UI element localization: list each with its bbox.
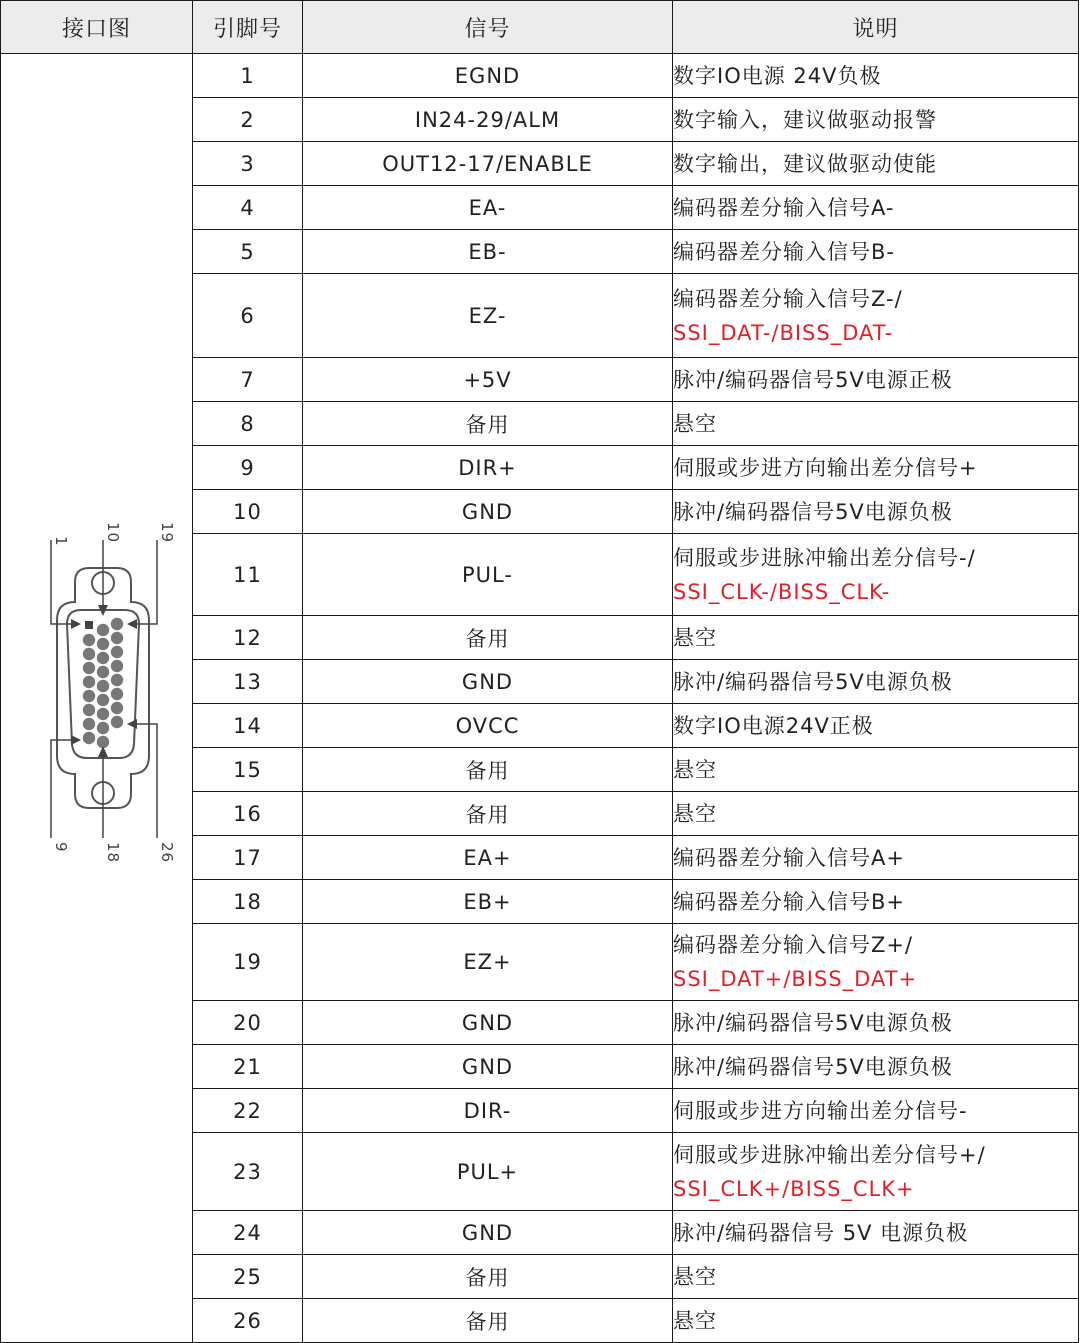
connector-pin — [96, 638, 108, 650]
pin-number: 25 — [193, 1255, 303, 1299]
signal-description — [673, 1133, 1079, 1211]
signal-name: OVCC — [303, 704, 673, 748]
signal-description — [673, 186, 1079, 230]
signal-description — [673, 704, 1079, 748]
description-text: 脉冲/编码器信号 5V 电源负极 — [673, 1220, 969, 1245]
pin-number: 7 — [193, 358, 303, 402]
leader-line-1 — [51, 540, 73, 624]
signal-description — [673, 792, 1079, 836]
signal-name: PUL- — [303, 534, 673, 616]
pin-number: 23 — [193, 1133, 303, 1211]
signal-name: GND — [303, 1045, 673, 1089]
signal-description — [673, 446, 1079, 490]
table-row — [1, 54, 1079, 98]
connector-pin — [82, 662, 94, 674]
connector-pin — [82, 732, 94, 744]
description-text: 悬空 — [673, 801, 717, 826]
signal-name: 备用 — [303, 616, 673, 660]
description-text: 编码器差分输入信号A+ — [673, 845, 905, 870]
signal-description — [673, 748, 1079, 792]
signal-name: GND — [303, 1001, 673, 1045]
pin-number: 9 — [193, 446, 303, 490]
signal-description — [673, 490, 1079, 534]
pin-number: 26 — [193, 1299, 303, 1343]
diagram-label-26: 26 — [157, 842, 176, 864]
signal-name: EA- — [303, 186, 673, 230]
description-alt-protocol: SSI_CLK+/BISS_CLK+ — [673, 1176, 915, 1201]
connector-pin — [110, 660, 122, 672]
connector-pin — [110, 618, 122, 630]
signal-name: OUT12-17/ENABLE — [303, 142, 673, 186]
description-text: 数字输入，建议做驱动报警 — [673, 107, 937, 132]
signal-description — [673, 402, 1079, 446]
signal-name: 备用 — [303, 1255, 673, 1299]
signal-description — [673, 1299, 1079, 1343]
pin-number: 17 — [193, 836, 303, 880]
diagram-label-18: 18 — [103, 842, 122, 864]
description-text: 悬空 — [673, 411, 717, 436]
description-text: 脉冲/编码器信号5V电源负极 — [673, 669, 953, 694]
description-alt-protocol: SSI_DAT-/BISS_DAT- — [673, 320, 894, 345]
header-pin: 引脚号 — [193, 1, 303, 54]
signal-name: IN24-29/ALM — [303, 98, 673, 142]
signal-description — [673, 616, 1079, 660]
description-text: 编码器差分输入信号B- — [673, 239, 895, 264]
description-text: 编码器差分输入信号Z-/ — [673, 286, 903, 311]
header-description: 说明 — [673, 1, 1079, 54]
signal-name: EZ- — [303, 274, 673, 358]
connector-pin — [82, 704, 94, 716]
signal-name: EA+ — [303, 836, 673, 880]
leader-line-26 — [135, 724, 157, 838]
connector-pin — [96, 666, 108, 678]
arrow-1 — [71, 619, 81, 629]
connector-pin — [82, 690, 94, 702]
description-text: 伺服或步进方向输出差分信号+ — [673, 455, 978, 480]
signal-description — [673, 1089, 1079, 1133]
description-text: 伺服或步进脉冲输出差分信号+/ — [673, 1142, 986, 1167]
connector-pin — [82, 634, 94, 646]
diagram-label-9: 9 — [51, 842, 70, 853]
signal-description — [673, 1211, 1079, 1255]
signal-name: 备用 — [303, 1299, 673, 1343]
signal-description — [673, 274, 1079, 358]
signal-name: EB+ — [303, 880, 673, 924]
description-text: 悬空 — [673, 757, 717, 782]
connector-pin — [96, 694, 108, 706]
description-text: 悬空 — [673, 1308, 717, 1333]
signal-description — [673, 924, 1079, 1001]
pin-number: 5 — [193, 230, 303, 274]
signal-description — [673, 836, 1079, 880]
arrow-26 — [127, 719, 137, 729]
connector-pin — [110, 716, 122, 728]
signal-name: DIR+ — [303, 446, 673, 490]
signal-description — [673, 358, 1079, 402]
pin-number: 19 — [193, 924, 303, 1001]
leader-line-19 — [135, 540, 157, 624]
signal-name: GND — [303, 660, 673, 704]
signal-name: PUL+ — [303, 1133, 673, 1211]
signal-description — [673, 98, 1079, 142]
description-text: 脉冲/编码器信号5V电源负极 — [673, 1010, 953, 1035]
connector-pin — [82, 718, 94, 730]
signal-description — [673, 1045, 1079, 1089]
description-alt-protocol: SSI_CLK-/BISS_CLK- — [673, 579, 891, 604]
description-text: 脉冲/编码器信号5V电源负极 — [673, 1054, 953, 1079]
pin-number: 3 — [193, 142, 303, 186]
description-text: 编码器差分输入信号Z+/ — [673, 933, 914, 957]
description-text: 悬空 — [673, 625, 717, 650]
signal-description — [673, 660, 1079, 704]
signal-description — [673, 230, 1079, 274]
pin-number: 21 — [193, 1045, 303, 1089]
description-alt-protocol: SSI_DAT+/BISS_DAT+ — [673, 967, 918, 991]
signal-description — [673, 54, 1079, 98]
pin-number: 14 — [193, 704, 303, 748]
signal-name: EZ+ — [303, 924, 673, 1001]
pin-number: 20 — [193, 1001, 303, 1045]
signal-name: GND — [303, 490, 673, 534]
signal-name: 备用 — [303, 402, 673, 446]
signal-description — [673, 142, 1079, 186]
arrow-19 — [127, 619, 137, 629]
connector-pin — [96, 722, 108, 734]
connector-pin — [110, 632, 122, 644]
signal-description — [673, 1255, 1079, 1299]
pin-number: 13 — [193, 660, 303, 704]
pin-number: 24 — [193, 1211, 303, 1255]
connector-pin — [96, 624, 108, 636]
signal-name: EB- — [303, 230, 673, 274]
description-text: 编码器差分输入信号B+ — [673, 889, 906, 914]
description-text: 悬空 — [673, 1264, 717, 1289]
table-header — [1, 1, 1079, 54]
pin-number: 22 — [193, 1089, 303, 1133]
diagram-label-10: 10 — [103, 522, 122, 544]
pin-number: 11 — [193, 534, 303, 616]
header-signal: 信号 — [303, 1, 673, 54]
connector-pin — [96, 708, 108, 720]
pin-number: 18 — [193, 880, 303, 924]
signal-name: +5V — [303, 358, 673, 402]
header-row — [1, 1, 1079, 54]
pin-number: 12 — [193, 616, 303, 660]
description-text: 伺服或步进脉冲输出差分信号-/ — [673, 545, 976, 570]
pin-number: 15 — [193, 748, 303, 792]
connector-pin — [82, 648, 94, 660]
arrow-9 — [71, 735, 81, 745]
connector-pin — [82, 676, 94, 688]
connector-pin — [110, 688, 122, 700]
signal-name: 备用 — [303, 792, 673, 836]
db26-connector-diagram — [7, 518, 187, 878]
diagram-label-1: 1 — [51, 536, 70, 547]
description-text: 伺服或步进方向输出差分信号- — [673, 1098, 968, 1123]
pin-number: 1 — [193, 54, 303, 98]
signal-description — [673, 1001, 1079, 1045]
description-text: 脉冲/编码器信号5V电源负极 — [673, 499, 953, 524]
signal-description — [673, 880, 1079, 924]
signal-name: GND — [303, 1211, 673, 1255]
pin-number: 6 — [193, 274, 303, 358]
description-text: 编码器差分输入信号A- — [673, 195, 895, 220]
connector-pin — [96, 652, 108, 664]
description-text: 脉冲/编码器信号5V电源正极 — [673, 367, 953, 392]
connector-pin — [110, 674, 122, 686]
description-text: 数字IO电源24V正极 — [673, 713, 874, 738]
diagram-label-19: 19 — [157, 522, 176, 544]
table-body — [1, 54, 1079, 1343]
description-text: 数字输出，建议做驱动使能 — [673, 151, 937, 176]
connector-diagram-cell — [1, 54, 193, 1343]
description-text: 数字IO电源 24V负极 — [673, 63, 882, 88]
pin-number: 4 — [193, 186, 303, 230]
leader-line-9 — [51, 740, 73, 838]
signal-description — [673, 534, 1079, 616]
pin-number: 8 — [193, 402, 303, 446]
signal-name: DIR- — [303, 1089, 673, 1133]
header-diagram: 接口图 — [1, 1, 193, 54]
pin-number: 2 — [193, 98, 303, 142]
arrow-18 — [98, 746, 108, 757]
connector-pin — [96, 680, 108, 692]
connector-pin — [110, 646, 122, 658]
pin-1-marker — [85, 621, 93, 629]
pin-number: 10 — [193, 490, 303, 534]
signal-name: 备用 — [303, 748, 673, 792]
pin-number: 16 — [193, 792, 303, 836]
signal-name: EGND — [303, 54, 673, 98]
connector-pin — [110, 702, 122, 714]
